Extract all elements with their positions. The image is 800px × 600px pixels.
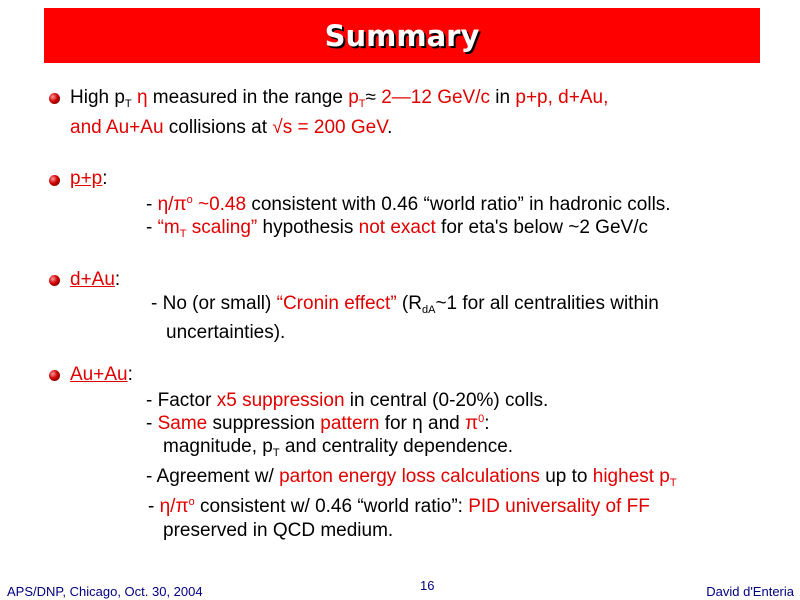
bullet-icon: [49, 175, 60, 186]
page-number: 16: [420, 578, 435, 593]
bullet-1-line-1: High $p_T$ η measured in the range $p_T\approx$ 2—12 GeV/c in p+p, d+Au,: [70, 87, 609, 110]
footer-author: David d'Enteria: [706, 584, 794, 599]
slide-title: Summary: [324, 18, 480, 53]
bullet-icon: [49, 370, 60, 381]
auau-item-4: - $\eta/\pi^o$ consistent w/ 0.46 “world ratio”: PID universality of FF: [148, 496, 650, 517]
auau-item-1: - Factor x5 suppression in central (0-20%) colls.: [146, 390, 549, 411]
auau-heading: Au+Au:: [70, 364, 133, 385]
bullet-icon: [49, 275, 60, 286]
pp-item-1: - $\eta/\pi^o$ ~0.48 consistent with 0.46 “world ratio” in hadronic colls.: [146, 194, 671, 215]
dau-item-1-cont: uncertainties).: [166, 322, 286, 343]
pp-item-2: - “$m_T$ scaling” hypothesis not exact for eta's below ~2 GeV/c: [146, 217, 648, 240]
auau-item-2: - Same suppression pattern for η and $\pi^0$:: [146, 413, 490, 434]
auau-item-3: - Agreement w/ parton energy loss calculations up to highest $p_T$: [146, 466, 677, 489]
dau-item-1: - No (or small) “Cronin effect” ($R_{dA}\sim 1$ for all centralities within: [151, 293, 659, 316]
dau-heading: d+Au:: [70, 269, 121, 290]
title-bar: [44, 8, 760, 63]
auau-item-4-cont: preserved in QCD medium.: [163, 520, 394, 541]
bullet-1-line-2: and Au+Au collisions at √s = 200 GeV.: [70, 117, 393, 138]
pp-heading: p+p:: [70, 168, 108, 189]
bullet-icon: [49, 93, 60, 104]
auau-item-2-cont: magnitude, $p_T$ and centrality dependence.: [163, 436, 514, 459]
footer-venue: APS/DNP, Chicago, Oct. 30, 2004: [7, 584, 203, 599]
